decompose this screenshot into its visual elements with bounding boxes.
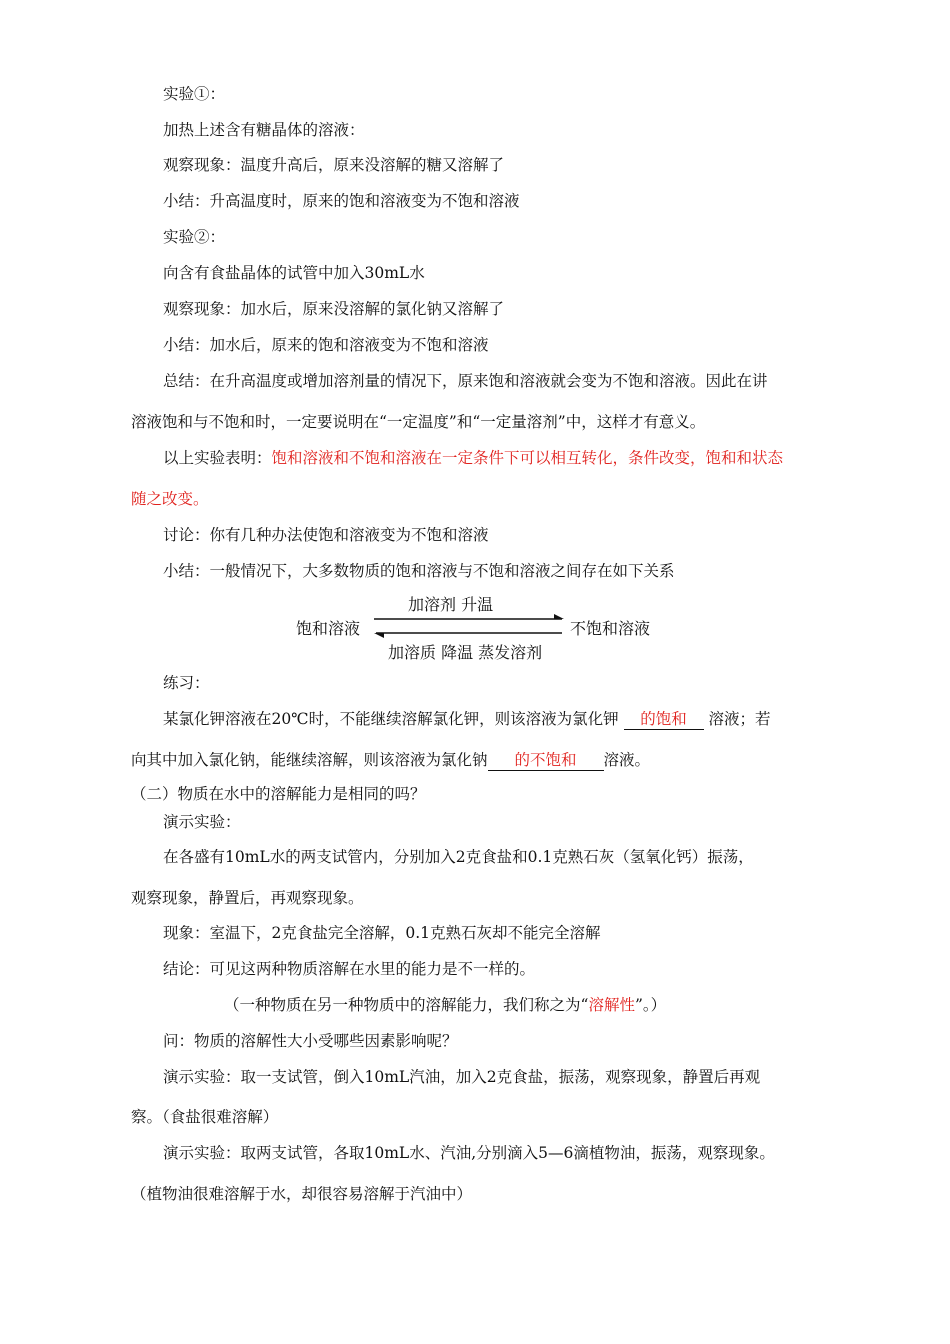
- text-line: 问：物质的溶解性大小受哪些因素影响呢？: [163, 1032, 458, 1050]
- section-heading: （二）物质在水中的溶解能力是相同的吗？: [131, 785, 426, 803]
- text-line: 观察现象，静置后，再观察现象。: [131, 889, 364, 907]
- exercise-text: 某氯化钾溶液在20℃时，不能继续溶解氯化钾，则该溶液为氯化钾: [163, 710, 619, 728]
- text-line: 小结：加水后，原来的饱和溶液变为不饱和溶液: [163, 336, 489, 354]
- text-line: 加热上述含有糖晶体的溶液：: [163, 121, 365, 139]
- answer-blank: 的饱和: [624, 709, 704, 730]
- definition-line: [224, 995, 666, 1015]
- arrow-left-icon: [374, 633, 384, 638]
- conclusion-highlight: 饱和溶液和不饱和溶液在一定条件下可以相互转化，条件改变，饱和和状态: [271, 449, 784, 467]
- text-line: 在各盛有10mL水的两支试管内，分别加入2克食盐和0.1克熟石灰（氢氧化钙）振荡，: [163, 848, 754, 866]
- diagram-left-label: 饱和溶液: [296, 619, 361, 638]
- conclusion-highlight-cont: 随之改变。: [131, 490, 209, 508]
- experiment-1-heading: 实验①：: [163, 85, 226, 103]
- definition-text: ”。）: [634, 996, 667, 1014]
- text-line: 观察现象：温度升高后，原来没溶解的糖又溶解了: [163, 156, 505, 174]
- exercise-text: 溶液。: [603, 751, 651, 769]
- exercise-text: 溶液；若: [708, 710, 771, 728]
- diagram-bottom-label: 加溶质 降温 蒸发溶剂: [388, 643, 543, 662]
- text-line: 演示实验：取一支试管，倒入10mL汽油，加入2克食盐，振荡，观察现象，静置后再观: [163, 1068, 761, 1086]
- arrow-right-icon: [554, 614, 564, 619]
- text-line: 总结：在升高温度或增加溶剂量的情况下，原来饱和溶液就会变为不饱和溶液。因此在讲: [163, 372, 768, 390]
- text-line: 溶液饱和与不饱和时，一定要说明在“一定温度”和“一定量溶剂”中，这样才有意义。: [131, 413, 706, 431]
- conversion-diagram: [290, 590, 670, 662]
- text-line: 向含有食盐晶体的试管中加入30mL水: [163, 264, 425, 282]
- exercise-text: 向其中加入氯化钠，能继续溶解，则该溶液为氯化钠: [131, 751, 488, 769]
- definition-term: 溶解性: [588, 996, 635, 1014]
- definition-text: （一种物质在另一种物质中的溶解能力，我们称之为“: [224, 996, 589, 1014]
- text-line: 小结：一般情况下，大多数物质的饱和溶液与不饱和溶液之间存在如下关系: [163, 562, 675, 580]
- conclusion-prefix: 以上实验表明：: [163, 449, 272, 467]
- diagram-arrows: [290, 590, 670, 662]
- diagram-right-label: 不饱和溶液: [570, 619, 651, 638]
- text-line: 演示实验：: [163, 813, 241, 831]
- diagram-top-label: 加溶剂 升温: [408, 595, 494, 614]
- exercise-heading: 练习：: [163, 674, 210, 692]
- exercise-line: [163, 709, 770, 730]
- answer-blank: 的不饱和: [488, 750, 604, 771]
- experiment-2-heading: 实验②：: [163, 228, 226, 246]
- conclusion-line: [163, 448, 783, 468]
- text-line: 结论：可见这两种物质溶解在水里的能力是不一样的。: [163, 960, 536, 978]
- text-line: 察。（食盐很难溶解）: [131, 1108, 279, 1126]
- text-line: 演示实验：取两支试管，各取10mL水、汽油,分别滴入5—6滴植物油，振荡，观察现象。: [163, 1144, 775, 1162]
- text-line: （植物油很难溶解于水，却很容易溶解于汽油中）: [131, 1185, 473, 1203]
- text-line: 讨论：你有几种办法使饱和溶液变为不饱和溶液: [163, 526, 489, 544]
- exercise-line: [131, 750, 650, 771]
- text-line: 现象：室温下，2克食盐完全溶解，0.1克熟石灰却不能完全溶解: [163, 924, 601, 942]
- text-line: 小结：升高温度时，原来的饱和溶液变为不饱和溶液: [163, 192, 520, 210]
- text-line: 观察现象：加水后，原来没溶解的氯化钠又溶解了: [163, 300, 505, 318]
